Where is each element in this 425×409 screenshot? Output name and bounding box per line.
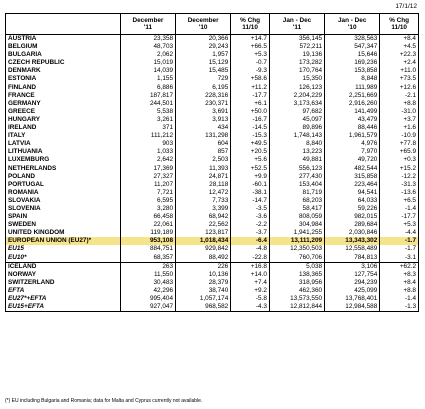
table-cell: +6.5 bbox=[380, 197, 419, 205]
table-cell: 547,347 bbox=[325, 43, 380, 51]
table-cell: 10,136 bbox=[176, 271, 231, 279]
row-label: HUNGARY bbox=[6, 116, 121, 124]
table-cell: 8,840 bbox=[269, 140, 324, 148]
row-label: IRELAND bbox=[6, 124, 121, 132]
table-cell: 995,404 bbox=[120, 295, 175, 303]
table-cell: 371 bbox=[120, 124, 175, 132]
table-cell: 14,039 bbox=[120, 67, 175, 75]
row-label: GERMANY bbox=[6, 100, 121, 108]
row-label: NETHERLANDS bbox=[6, 165, 121, 173]
table-cell: 7,970 bbox=[325, 148, 380, 156]
row-label: BULGARIA bbox=[6, 51, 121, 59]
column-header-line: Jan - Dec bbox=[282, 17, 312, 24]
table-cell: 5,538 bbox=[120, 108, 175, 116]
table-row bbox=[6, 221, 419, 229]
table-cell: 153,858 bbox=[325, 67, 380, 75]
table-cell: 1,941,255 bbox=[269, 229, 324, 237]
table-row bbox=[6, 254, 419, 263]
table-cell: 294,239 bbox=[325, 279, 380, 287]
table-cell: 13,111,209 bbox=[269, 237, 324, 245]
table-cell: 968,582 bbox=[176, 303, 231, 312]
table-row bbox=[6, 132, 419, 140]
table-row bbox=[6, 108, 419, 116]
table-cell: 277,430 bbox=[269, 173, 324, 181]
table-cell: 289,684 bbox=[325, 221, 380, 229]
table-row bbox=[6, 303, 419, 312]
table-cell: -6.4 bbox=[231, 237, 270, 245]
table-cell: 13,343,302 bbox=[325, 237, 380, 245]
table-cell: 12,558,489 bbox=[325, 245, 380, 253]
row-label: POLAND bbox=[6, 173, 121, 181]
table-row bbox=[6, 116, 419, 124]
registrations-table bbox=[5, 13, 419, 312]
table-row bbox=[6, 124, 419, 132]
table-cell: 123,817 bbox=[176, 229, 231, 237]
table-cell: 27,327 bbox=[120, 173, 175, 181]
table-cell: 19,136 bbox=[269, 51, 324, 59]
table-cell: -3.6 bbox=[231, 213, 270, 221]
table-cell: -3.7 bbox=[231, 229, 270, 237]
table-cell: 170,764 bbox=[269, 67, 324, 75]
table-cell: -22.8 bbox=[231, 254, 270, 263]
table-cell: 12,350,503 bbox=[269, 245, 324, 253]
table-row bbox=[6, 156, 419, 164]
table-cell: 6,886 bbox=[120, 84, 175, 92]
row-label: EFTA bbox=[6, 287, 121, 295]
table-cell: 15,350 bbox=[269, 75, 324, 83]
table-cell: 1,748,143 bbox=[269, 132, 324, 140]
table-cell: 5,038 bbox=[269, 262, 324, 271]
table-cell: -4.3 bbox=[231, 303, 270, 312]
table-row bbox=[6, 213, 419, 221]
table-cell: +8.4 bbox=[380, 35, 419, 44]
table-cell: +66.5 bbox=[231, 43, 270, 51]
column-header bbox=[269, 14, 324, 35]
table-cell: +8.3 bbox=[380, 271, 419, 279]
row-label: CZECH REPUBLIC bbox=[6, 59, 121, 67]
table-cell: -1.7 bbox=[380, 245, 419, 253]
table-cell: 425,099 bbox=[325, 287, 380, 295]
table-cell: 857 bbox=[176, 148, 231, 156]
table-cell: 13,768,401 bbox=[325, 295, 380, 303]
table-cell: 228,316 bbox=[176, 92, 231, 100]
row-label: ROMANIA bbox=[6, 189, 121, 197]
table-cell: 138,365 bbox=[269, 271, 324, 279]
table-cell: 3,173,634 bbox=[269, 100, 324, 108]
table-cell: 127,754 bbox=[325, 271, 380, 279]
table-row bbox=[6, 287, 419, 295]
column-header bbox=[120, 14, 175, 35]
table-cell: 12,472 bbox=[176, 189, 231, 197]
table-cell: 6,595 bbox=[120, 197, 175, 205]
table-cell: 173,282 bbox=[269, 59, 324, 67]
column-header bbox=[6, 14, 121, 35]
table-cell: +65.9 bbox=[380, 148, 419, 156]
row-label: EU15 bbox=[6, 245, 121, 253]
table-row bbox=[6, 237, 419, 245]
table-cell: -17.7 bbox=[231, 92, 270, 100]
table-row bbox=[6, 197, 419, 205]
table-row bbox=[6, 262, 419, 271]
table-cell: 604 bbox=[176, 140, 231, 148]
table-cell: +0.3 bbox=[380, 156, 419, 164]
table-cell: -16.7 bbox=[231, 116, 270, 124]
table-row bbox=[6, 173, 419, 181]
table-cell: 556,123 bbox=[269, 165, 324, 173]
table-cell: 131,298 bbox=[176, 132, 231, 140]
table-cell: 1,018,434 bbox=[176, 237, 231, 245]
table-cell: -4.4 bbox=[380, 229, 419, 237]
table-row bbox=[6, 35, 419, 44]
footnote: (*) EU including Bulgaria and Romania; data for Malta and Cyprus currently not available. bbox=[5, 398, 203, 404]
row-label: BELGIUM bbox=[6, 43, 121, 51]
column-header bbox=[380, 14, 419, 35]
table-cell: 2,204,229 bbox=[269, 92, 324, 100]
table-cell: 45,097 bbox=[269, 116, 324, 124]
table-row bbox=[6, 140, 419, 148]
table-cell: 315,858 bbox=[325, 173, 380, 181]
column-header-line: % Chg bbox=[389, 17, 410, 24]
table-cell: -15.3 bbox=[231, 132, 270, 140]
table-row bbox=[6, 279, 419, 287]
row-label: DENMARK bbox=[6, 67, 121, 75]
table-cell: -10.9 bbox=[380, 132, 419, 140]
table-cell: 59,226 bbox=[325, 205, 380, 213]
table-cell: -1.4 bbox=[380, 205, 419, 213]
table-cell: 48,703 bbox=[120, 43, 175, 51]
table-cell: -0.7 bbox=[231, 59, 270, 67]
table-cell: +11.2 bbox=[231, 84, 270, 92]
row-label: EU10* bbox=[6, 254, 121, 263]
row-label: PORTUGAL bbox=[6, 181, 121, 189]
table-row bbox=[6, 84, 419, 92]
table-cell: +73.5 bbox=[380, 75, 419, 83]
column-header-line: 11/10 bbox=[242, 24, 258, 31]
row-label: GREECE bbox=[6, 108, 121, 116]
table-cell: 953,108 bbox=[120, 237, 175, 245]
table-cell: 328,563 bbox=[325, 35, 380, 44]
table-row bbox=[6, 229, 419, 237]
table-cell: +11.0 bbox=[380, 67, 419, 75]
table-cell: 81,719 bbox=[269, 189, 324, 197]
table-cell: 2,251,669 bbox=[325, 92, 380, 100]
table-cell: 6,195 bbox=[176, 84, 231, 92]
table-row bbox=[6, 271, 419, 279]
table-cell: 8,848 bbox=[325, 75, 380, 83]
table-cell: 15,485 bbox=[176, 67, 231, 75]
table-cell: +9.9 bbox=[231, 173, 270, 181]
table-cell: 3,106 bbox=[325, 262, 380, 271]
table-cell: -3.1 bbox=[380, 254, 419, 263]
table-cell: 230,371 bbox=[176, 100, 231, 108]
table-cell: 2,642 bbox=[120, 156, 175, 164]
column-header bbox=[325, 14, 380, 35]
table-cell: +52.5 bbox=[231, 165, 270, 173]
table-cell: -4.8 bbox=[231, 245, 270, 253]
column-header-line: % Chg bbox=[240, 17, 261, 24]
table-cell: +12.6 bbox=[380, 84, 419, 92]
table-row bbox=[6, 67, 419, 75]
table-cell: +50.0 bbox=[231, 108, 270, 116]
table-cell: 318,956 bbox=[269, 279, 324, 287]
table-cell: 1,033 bbox=[120, 148, 175, 156]
table-cell: -2.1 bbox=[380, 92, 419, 100]
table-cell: 169,236 bbox=[325, 59, 380, 67]
table-cell: 22,061 bbox=[120, 221, 175, 229]
row-label: SWEDEN bbox=[6, 221, 121, 229]
table-cell: 119,189 bbox=[120, 229, 175, 237]
table-cell: 11,207 bbox=[120, 181, 175, 189]
table-cell: +58.6 bbox=[231, 75, 270, 83]
column-header-line: December bbox=[187, 17, 219, 24]
table-cell: -1.7 bbox=[380, 237, 419, 245]
table-cell: 141,499 bbox=[325, 108, 380, 116]
table-row bbox=[6, 75, 419, 83]
table-cell: 3,261 bbox=[120, 116, 175, 124]
table-cell: +5.3 bbox=[231, 51, 270, 59]
table-row bbox=[6, 92, 419, 100]
table-cell: 42,296 bbox=[120, 287, 175, 295]
row-label: FRANCE bbox=[6, 92, 121, 100]
table-cell: 808,059 bbox=[269, 213, 324, 221]
row-label: UNITED KINGDOM bbox=[6, 229, 121, 237]
table-cell: 3,280 bbox=[120, 205, 175, 213]
table-row bbox=[6, 189, 419, 197]
table-cell: 929,842 bbox=[176, 245, 231, 253]
row-label: SWITZERLAND bbox=[6, 279, 121, 287]
row-label: FINLAND bbox=[6, 84, 121, 92]
row-label: ITALY bbox=[6, 132, 121, 140]
table-cell: 49,720 bbox=[325, 156, 380, 164]
table-cell: +5.3 bbox=[380, 221, 419, 229]
column-header-line: '10 bbox=[198, 24, 208, 31]
table-cell: 13,223 bbox=[269, 148, 324, 156]
column-header bbox=[176, 14, 231, 35]
table-cell: 2,062 bbox=[120, 51, 175, 59]
table-cell: 729 bbox=[176, 75, 231, 83]
table-cell: 2,916,260 bbox=[325, 100, 380, 108]
table-cell: 263 bbox=[120, 262, 175, 271]
row-label: EU27*+EFTA bbox=[6, 295, 121, 303]
table-cell: 15,019 bbox=[120, 59, 175, 67]
table-cell: +2.4 bbox=[380, 59, 419, 67]
table-cell: 572,211 bbox=[269, 43, 324, 51]
table-cell: 24,871 bbox=[176, 173, 231, 181]
row-label: EUROPEAN UNION (EU27)* bbox=[6, 237, 121, 245]
table-cell: 66,458 bbox=[120, 213, 175, 221]
table-cell: 760,706 bbox=[269, 254, 324, 263]
table-cell: 1,155 bbox=[120, 75, 175, 83]
table-cell: 884,751 bbox=[120, 245, 175, 253]
table-cell: 903 bbox=[120, 140, 175, 148]
row-label: SLOVAKIA bbox=[6, 197, 121, 205]
table-cell: 111,212 bbox=[120, 132, 175, 140]
table-cell: +6.1 bbox=[231, 100, 270, 108]
table-cell: 153,404 bbox=[269, 181, 324, 189]
table-cell: +8.8 bbox=[380, 287, 419, 295]
column-header-line: '11 bbox=[292, 24, 302, 31]
table-cell: 13,573,550 bbox=[269, 295, 324, 303]
table-cell: -1.4 bbox=[380, 295, 419, 303]
table-cell: +16.8 bbox=[231, 262, 270, 271]
table-cell: -31.3 bbox=[380, 181, 419, 189]
table-cell: 38,740 bbox=[176, 287, 231, 295]
table-cell: -3.5 bbox=[231, 205, 270, 213]
table-cell: 187,817 bbox=[120, 92, 175, 100]
table-cell: 97,682 bbox=[269, 108, 324, 116]
table-cell: -13.6 bbox=[380, 189, 419, 197]
table-cell: +62.2 bbox=[380, 262, 419, 271]
table-row bbox=[6, 245, 419, 253]
table-cell: 68,203 bbox=[269, 197, 324, 205]
column-header bbox=[231, 14, 270, 35]
table-cell: 43,479 bbox=[325, 116, 380, 124]
table-cell: 1,057,174 bbox=[176, 295, 231, 303]
row-label: SPAIN bbox=[6, 213, 121, 221]
report-date: 17/1/12 bbox=[395, 3, 417, 10]
table-cell: +1.6 bbox=[380, 124, 419, 132]
row-label: LUXEMBURG bbox=[6, 156, 121, 164]
table-cell: 226 bbox=[176, 262, 231, 271]
table-row bbox=[6, 205, 419, 213]
table-cell: -14.5 bbox=[231, 124, 270, 132]
table-cell: 22,562 bbox=[176, 221, 231, 229]
table-row bbox=[6, 181, 419, 189]
table-cell: 111,989 bbox=[325, 84, 380, 92]
table-cell: 1,957 bbox=[176, 51, 231, 59]
table-cell: 28,118 bbox=[176, 181, 231, 189]
table-cell: -60.1 bbox=[231, 181, 270, 189]
table-cell: 3,913 bbox=[176, 116, 231, 124]
column-header-line: '10 bbox=[347, 24, 357, 31]
table-cell: 94,541 bbox=[325, 189, 380, 197]
table-cell: -14.7 bbox=[231, 197, 270, 205]
table-cell: 3,399 bbox=[176, 205, 231, 213]
table-cell: +15.2 bbox=[380, 165, 419, 173]
table-cell: 15,129 bbox=[176, 59, 231, 67]
table-cell: 88,492 bbox=[176, 254, 231, 263]
table-cell: -38.1 bbox=[231, 189, 270, 197]
table-cell: 89,896 bbox=[269, 124, 324, 132]
table-cell: 12,812,844 bbox=[269, 303, 324, 312]
table-cell: 11,550 bbox=[120, 271, 175, 279]
table-body bbox=[6, 35, 419, 312]
row-label: ICELAND bbox=[6, 262, 121, 271]
table-cell: 2,503 bbox=[176, 156, 231, 164]
table-cell: 28,379 bbox=[176, 279, 231, 287]
table-cell: -9.3 bbox=[231, 67, 270, 75]
row-label: LITHUANIA bbox=[6, 148, 121, 156]
table-cell: 12,984,588 bbox=[325, 303, 380, 312]
row-label: SLOVENIA bbox=[6, 205, 121, 213]
table-cell: 7,733 bbox=[176, 197, 231, 205]
table-row bbox=[6, 148, 419, 156]
table-cell: 356,145 bbox=[269, 35, 324, 44]
table-cell: 3,691 bbox=[176, 108, 231, 116]
table-cell: -5.8 bbox=[231, 295, 270, 303]
table-cell: +20.5 bbox=[231, 148, 270, 156]
table-row bbox=[6, 59, 419, 67]
table-cell: 29,243 bbox=[176, 43, 231, 51]
table-cell: 23,358 bbox=[120, 35, 175, 44]
row-label: EU15+EFTA bbox=[6, 303, 121, 312]
table-cell: 1,961,579 bbox=[325, 132, 380, 140]
table-cell: 4,976 bbox=[325, 140, 380, 148]
table-cell: -17.7 bbox=[380, 213, 419, 221]
table-cell: +14.7 bbox=[231, 35, 270, 44]
table-cell: +9.2 bbox=[231, 287, 270, 295]
table-cell: +77.8 bbox=[380, 140, 419, 148]
table-cell: 88,446 bbox=[325, 124, 380, 132]
row-label: ESTONIA bbox=[6, 75, 121, 83]
table-cell: +8.4 bbox=[380, 279, 419, 287]
table-row bbox=[6, 100, 419, 108]
table-cell: 15,646 bbox=[325, 51, 380, 59]
table-row bbox=[6, 51, 419, 59]
table-cell: 11,393 bbox=[176, 165, 231, 173]
table-cell: 17,369 bbox=[120, 165, 175, 173]
table-cell: 126,123 bbox=[269, 84, 324, 92]
table-cell: 927,047 bbox=[120, 303, 175, 312]
table-cell: -12.2 bbox=[380, 173, 419, 181]
column-header-line: '11 bbox=[143, 24, 153, 31]
table-cell: 7,721 bbox=[120, 189, 175, 197]
table-cell: -31.0 bbox=[380, 108, 419, 116]
table-cell: 68,357 bbox=[120, 254, 175, 263]
table-row bbox=[6, 295, 419, 303]
table-cell: -1.3 bbox=[380, 303, 419, 312]
table-cell: +3.7 bbox=[380, 116, 419, 124]
table-cell: +7.4 bbox=[231, 279, 270, 287]
table-cell: 784,813 bbox=[325, 254, 380, 263]
column-header-line: Jan - Dec bbox=[337, 17, 367, 24]
table-cell: +49.5 bbox=[231, 140, 270, 148]
column-header-line: 11/10 bbox=[391, 24, 407, 31]
table-row bbox=[6, 165, 419, 173]
table-cell: 30,483 bbox=[120, 279, 175, 287]
table-cell: +4.5 bbox=[380, 43, 419, 51]
table-cell: 58,417 bbox=[269, 205, 324, 213]
table-cell: +14.0 bbox=[231, 271, 270, 279]
row-label: NORWAY bbox=[6, 271, 121, 279]
table-row bbox=[6, 43, 419, 51]
table-cell: +5.6 bbox=[231, 156, 270, 164]
table-cell: 982,015 bbox=[325, 213, 380, 221]
table-cell: 304,984 bbox=[269, 221, 324, 229]
table-cell: 64,033 bbox=[325, 197, 380, 205]
column-header-line: December bbox=[132, 17, 164, 24]
table-cell: 49,881 bbox=[269, 156, 324, 164]
table-cell: 482,544 bbox=[325, 165, 380, 173]
table-cell: 244,501 bbox=[120, 100, 175, 108]
table-cell: 223,464 bbox=[325, 181, 380, 189]
table-cell: +8.8 bbox=[380, 100, 419, 108]
table-header bbox=[6, 14, 419, 35]
row-label: LATVIA bbox=[6, 140, 121, 148]
table-cell: 2,030,846 bbox=[325, 229, 380, 237]
table-cell: -2.2 bbox=[231, 221, 270, 229]
table-cell: 462,360 bbox=[269, 287, 324, 295]
table-cell: 434 bbox=[176, 124, 231, 132]
row-label: AUSTRIA bbox=[6, 35, 121, 44]
table-cell: 20,366 bbox=[176, 35, 231, 44]
table-cell: 68,942 bbox=[176, 213, 231, 221]
table-cell: +22.3 bbox=[380, 51, 419, 59]
